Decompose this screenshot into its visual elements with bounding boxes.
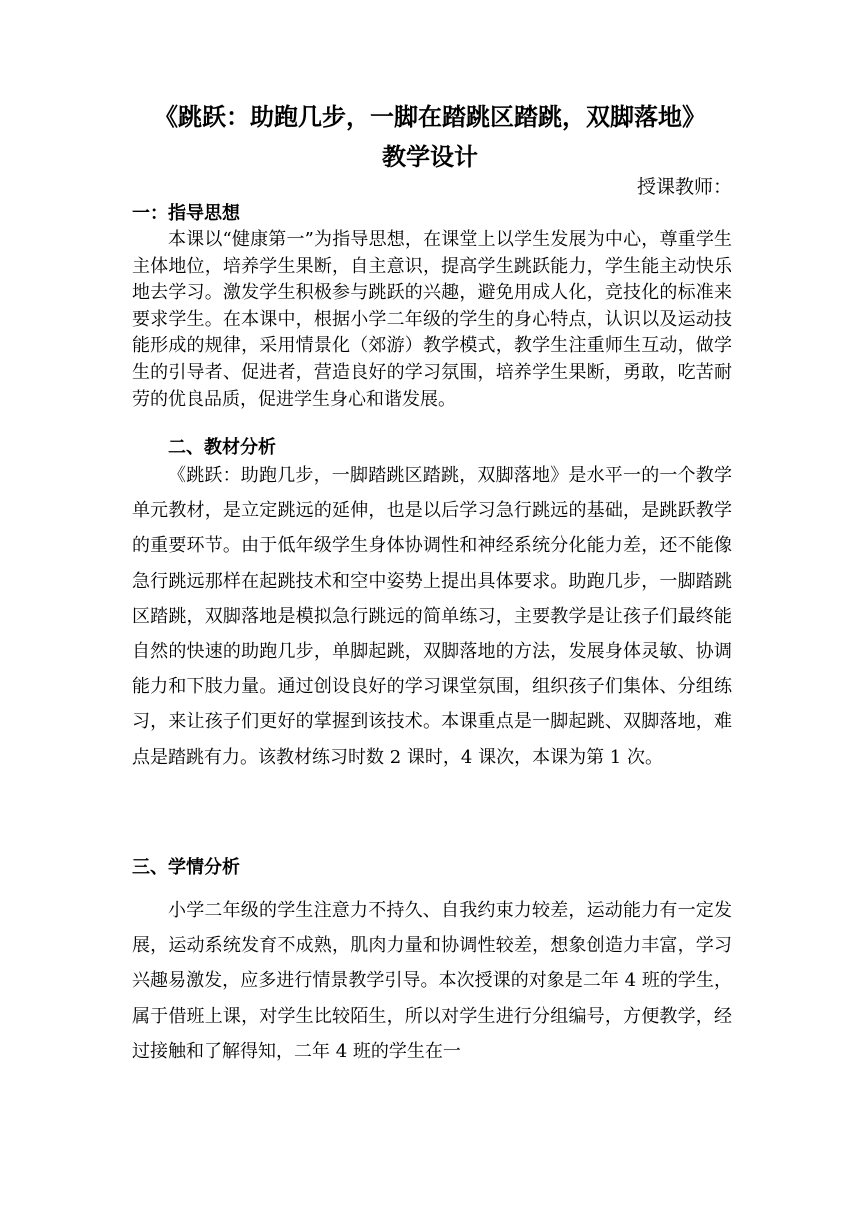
section-body-student-analysis: 小学二年级的学生注意力不持久、自我约束力较差，运动能力有一定发展，运动系统发育不成熟，肌肉力量和协调性较差，想象创造力丰富，学习兴趣易激发，应多进行情景教学引导。本次授课的对象是二年 4 班的学生，属于借班上课，对学生比较陌生，所以对学生进行分组编号，方便教学，经过接触和了解得知，二年 4 班的学生在一 xyxy=(132,900,732,1062)
teacher-label: 授课教师： xyxy=(636,176,732,198)
section-body-material-analysis: 《跳跃：助跑几步，一脚踏跳区踏跳，双脚落地》是水平一的一个教学单元教材，是立定跳远的延伸，也是以后学习急行跳远的基础，是跳跃教学的重要环节。由于低年级学生身体协调性和神经系统分化能力差，还不能像急行跳远那样在起跳技术和空中姿势上提出具体要求。助跑几步，一脚踏跳区踏跳，双脚落地是模拟急行跳远的简单练习，主要教学是让孩子们最终能自然的快速的助跑几步，单脚起跳，双脚落地的方法，发展身体灵敏、协调能力和下肢力量。通过创设良好的学习课堂氛围，组织孩子们集体、分组练习，来让孩子们更好的掌握到该技术。本课重点是一脚起跳、双脚落地，难点是踏跳有力。该教材练习时数 2 课时，4 课次，本课为第 1 次。 xyxy=(132,465,732,768)
section-heading-material-analysis: 二、教材分析 xyxy=(168,437,276,458)
document-subtitle: 教学设计 xyxy=(382,143,478,171)
document-title: 《跳跃：助跑几步，一脚在踏跳区踏跳，双脚落地》 xyxy=(154,103,706,131)
section-body-guiding-ideology: 本课以“健康第一”为指导思想，在课堂上以学生发展为中心，尊重学生主体地位，培养学生果断，自主意识，提高学生跳跃能力，学生能主动快乐地去学习。激发学生积极参与跳跃的兴趣，避免用成人化，竞技化的标准来要求学生。在本课中，根据小学二年级的学生的身心特点，认识以及运动技能形成的规律，采用情景化（郊游）教学模式，教学生注重师生互动，做学生的引导者、促进者，营造良好的学习氛围，培养学生果断，勇敢，吃苦耐劳的优良品质，促进学生身心和谐发展。 xyxy=(132,229,732,410)
section-heading-student-analysis: 三、学情分析 xyxy=(132,857,240,878)
section-heading-guiding-ideology: 一：指导思想 xyxy=(132,203,240,224)
